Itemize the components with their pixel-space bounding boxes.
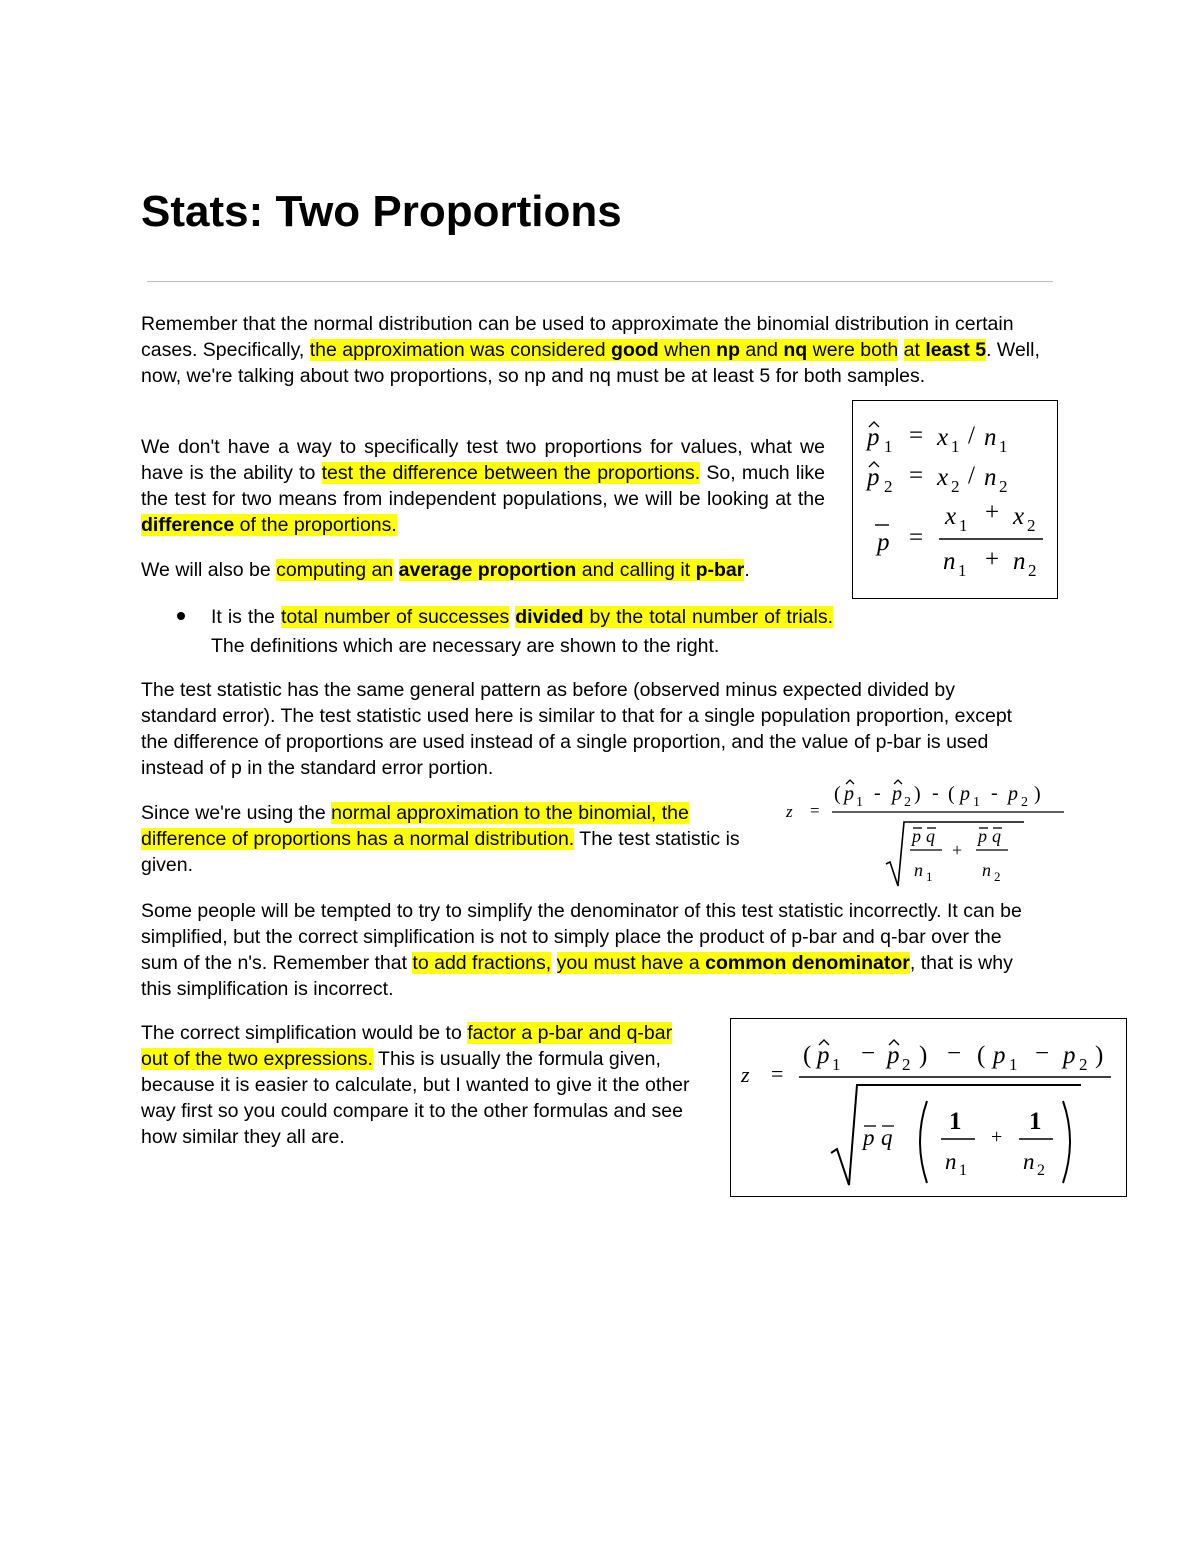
svg-text:): ) <box>1095 1042 1104 1069</box>
svg-text:(: ( <box>977 1042 986 1069</box>
definitions-formula-box <box>852 400 1058 599</box>
svg-text:p: p <box>863 1125 875 1150</box>
bullet-item: It is the total number of successes divided by the total number of trials. The definitions which are necessary are shown to the right. <box>211 606 833 657</box>
svg-text:1: 1 <box>856 795 863 810</box>
svg-text:+: + <box>985 499 1000 526</box>
svg-text:p: p <box>993 1042 1006 1069</box>
svg-text:p: p <box>817 1042 830 1069</box>
svg-text:1: 1 <box>1009 1055 1018 1074</box>
svg-text:1: 1 <box>1029 1108 1042 1135</box>
svg-text:-: - <box>874 782 881 804</box>
svg-text:p: p <box>892 783 902 805</box>
svg-text:q: q <box>926 826 935 846</box>
bullet-marker <box>174 604 194 626</box>
svg-text:2: 2 <box>1028 561 1037 580</box>
svg-text:2: 2 <box>1027 516 1036 535</box>
svg-text:(: ( <box>803 1042 812 1069</box>
svg-text:x: x <box>937 424 949 451</box>
highlight: divided by the total number of trials. <box>515 606 833 628</box>
svg-text:−: − <box>947 1040 962 1067</box>
svg-text:p: p <box>1008 783 1018 805</box>
svg-text:1: 1 <box>832 1055 841 1074</box>
svg-text:=: = <box>771 1061 784 1086</box>
highlight: factor a p-bar and q-bar out of the two expressions. <box>141 1022 673 1070</box>
svg-text:-: - <box>932 782 939 804</box>
svg-text:(: ( <box>834 783 841 805</box>
z-statistic-svg <box>780 776 1080 888</box>
svg-text:=: = <box>909 462 924 489</box>
highlight: test the difference between the proportions. <box>321 462 701 484</box>
svg-text:+: + <box>985 546 1000 573</box>
svg-text:1: 1 <box>973 795 980 810</box>
paragraph-normal-approx: Since we're using the normal approximation to the binomial, the difference of proportions has a normal distribution. The test statistic is given. <box>141 802 740 876</box>
svg-text:2: 2 <box>904 795 911 810</box>
highlight: difference of the proportions. <box>141 514 397 536</box>
svg-text:): ) <box>914 783 921 805</box>
svg-text:−: − <box>861 1040 876 1067</box>
svg-text:-: - <box>991 782 998 804</box>
svg-text:n: n <box>984 464 997 491</box>
svg-text:1: 1 <box>949 1108 962 1135</box>
svg-text:q: q <box>992 826 1001 846</box>
highlight: total number of successes <box>281 606 510 628</box>
svg-text:p: p <box>960 783 970 805</box>
svg-text:n: n <box>914 860 923 880</box>
svg-text:(: ( <box>948 783 955 805</box>
svg-text:p: p <box>1063 1042 1076 1069</box>
p-hat-2: p <box>867 464 880 491</box>
svg-text:1: 1 <box>958 561 967 580</box>
p-hat-1: p <box>867 424 880 451</box>
svg-text:2: 2 <box>1037 1162 1045 1179</box>
highlight: computing an <box>276 559 394 581</box>
paragraph-difference: We don't have a way to specifically test two proportions for values, what we have is the ability to test the difference between the proportions. So, much like the test for two means from independent populations, we will be looking at the difference of the proportions. <box>141 436 826 536</box>
highlight: you must have a common denominator <box>556 952 910 974</box>
svg-text:=: = <box>909 422 924 449</box>
svg-text:q: q <box>881 1125 893 1150</box>
highlight: the approximation was considered good when np and nq were both <box>309 339 899 361</box>
svg-text:): ) <box>1034 783 1041 805</box>
svg-text:): ) <box>919 1042 928 1069</box>
highlight: average proportion and calling it p-bar <box>398 559 745 581</box>
svg-text:/: / <box>968 462 975 489</box>
paragraph-average: We will also be computing an average proportion and calling it p-bar. <box>141 559 750 581</box>
definitions-formula <box>853 401 1056 597</box>
svg-text:n: n <box>982 860 991 880</box>
svg-text:z: z <box>741 1062 750 1087</box>
text-run: Remember that the normal distribution can be used to approximate the binomial distribution in certain cases. Specifically, <box>141 313 1014 361</box>
simplified-z-formula-box <box>730 1018 1127 1197</box>
svg-text:−: − <box>1035 1040 1050 1067</box>
svg-text:2: 2 <box>951 477 960 496</box>
svg-text:1: 1 <box>959 516 968 535</box>
svg-text:+: + <box>991 1126 1003 1148</box>
highlight: at least 5 <box>903 339 987 361</box>
svg-text:1: 1 <box>959 1162 967 1179</box>
svg-text:=: = <box>810 801 820 820</box>
svg-text:2: 2 <box>902 1055 911 1074</box>
svg-text:x: x <box>937 464 949 491</box>
svg-text:1: 1 <box>951 437 960 456</box>
svg-text:1: 1 <box>884 437 893 456</box>
svg-text:p: p <box>887 1042 900 1069</box>
paragraph-simplification: Some people will be tempted to try to simplify the denominator of this test statistic incorrectly. It can be simplified, but the correct simplification is not to simply place the product of p-bar and q-bar over the sum of the n's. Remember that to add fractions, you must have a common denominator, that is why this simplification is incorrect. <box>141 900 1022 1000</box>
svg-text:x: x <box>1013 503 1025 530</box>
svg-text:2: 2 <box>1079 1055 1088 1074</box>
svg-text:p: p <box>844 783 854 805</box>
paragraph-intro <box>141 311 1051 389</box>
highlight: normal approximation to the binomial, the difference of proportions has a normal distribution. <box>141 802 689 850</box>
svg-text:2: 2 <box>994 869 1001 884</box>
svg-text:p: p <box>978 826 987 846</box>
svg-text:+: + <box>952 840 963 860</box>
paragraph-test-statistic: The test statistic has the same general pattern as before (observed minus expected divided by standard error). The test statistic used here is similar to that for a single population proportion, except the difference of proportions are used instead of a single proportion, and the value of p-bar is used instead of p in the standard error portion. <box>141 679 1013 779</box>
svg-text:1: 1 <box>926 869 933 884</box>
p-bar: p <box>877 529 890 556</box>
svg-text:/: / <box>968 422 975 449</box>
svg-text:2: 2 <box>1021 795 1028 810</box>
z-statistic-formula <box>780 776 1080 888</box>
svg-text:=: = <box>909 524 924 551</box>
svg-text:p: p <box>912 826 921 846</box>
highlight: to add fractions, <box>412 952 552 974</box>
simplified-z-formula <box>731 1019 1125 1195</box>
svg-text:2: 2 <box>884 477 893 496</box>
svg-text:n: n <box>984 424 997 451</box>
text-run: . Well, now, we're talking about two proportions, so np and nq must be at least 5 for both samples. <box>141 339 1040 387</box>
svg-text:n: n <box>943 548 956 575</box>
svg-text:x: x <box>945 503 957 530</box>
svg-text:n: n <box>945 1149 957 1174</box>
title-divider <box>147 281 1053 282</box>
page-title: Stats: Two Proportions <box>141 187 622 236</box>
svg-text:n: n <box>1013 548 1026 575</box>
paragraph-correct-simplification: The correct simplification would be to factor a p-bar and q-bar out of the two expressions. This is usually the formula given, because it is easier to calculate, but I wanted to give it the other way first so you could compare it to the other formulas and see how similar they all are. <box>141 1022 690 1148</box>
svg-text:n: n <box>1023 1149 1035 1174</box>
svg-text:z: z <box>786 802 793 821</box>
svg-text:2: 2 <box>999 477 1008 496</box>
svg-text:1: 1 <box>999 437 1008 456</box>
